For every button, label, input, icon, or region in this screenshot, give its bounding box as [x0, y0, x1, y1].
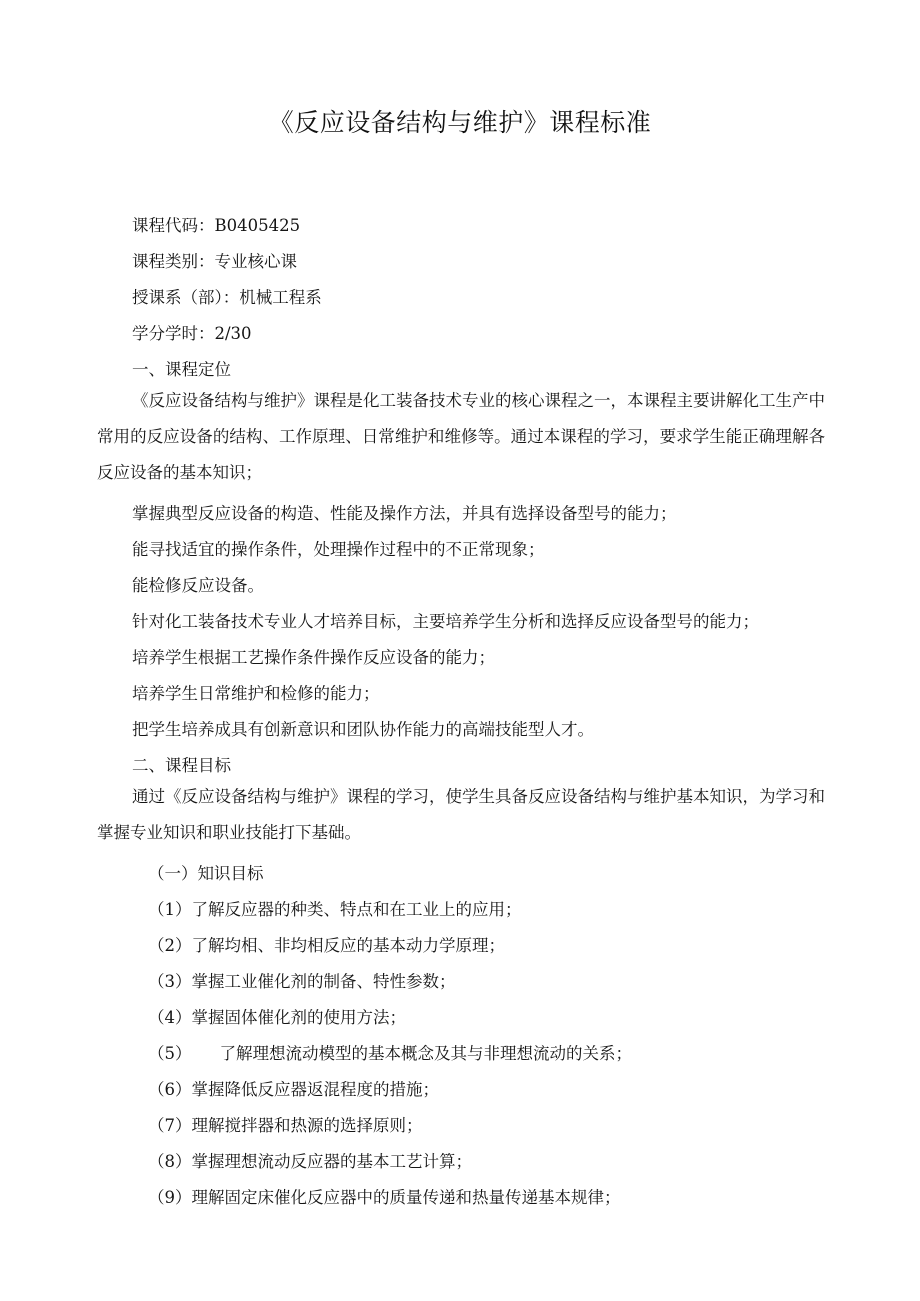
- item-text: 掌握固体催化剂的使用方法；: [191, 1008, 406, 1027]
- item-number: （4）: [148, 1008, 192, 1027]
- section-heading-positioning: 一、课程定位: [132, 360, 231, 379]
- positioning-line: 能检修反应设备。: [132, 576, 264, 595]
- item-number: （2）: [148, 936, 192, 955]
- item-text: 掌握理想流动反应器的基本工艺计算；: [191, 1152, 472, 1171]
- knowledge-item: [148, 1004, 406, 1028]
- item-text: 掌握降低反应器返混程度的措施；: [191, 1080, 439, 1099]
- item-number: （8）: [148, 1152, 192, 1171]
- objectives-paragraph: 通过《反应设备结构与维护》课程的学习，使学生具备反应设备结构与维护基本知识，为学习和掌握专业知识和职业技能打下基础。: [97, 787, 825, 842]
- knowledge-item: [148, 1076, 439, 1100]
- knowledge-item: [148, 968, 456, 992]
- item-text: 理解固定床催化反应器中的质量传递和热量传递基本规律；: [191, 1188, 621, 1207]
- item-text: 了解均相、非均相反应的基本动力学原理；: [191, 936, 505, 955]
- positioning-line: 培养学生根据工艺操作条件操作反应设备的能力；: [132, 648, 495, 667]
- item-number: （5）: [148, 1044, 192, 1063]
- positioning-line: 针对化工装备技术专业人才培养目标，主要培养学生分析和选择反应设备型号的能力；: [132, 612, 759, 631]
- course-credits: 学分学时：2/30: [132, 324, 252, 343]
- item-text: 了解理想流动模型的基本概念及其与非理想流动的关系；: [219, 1044, 632, 1063]
- knowledge-item: [148, 896, 522, 920]
- knowledge-item: [148, 1184, 621, 1208]
- item-text: 掌握工业催化剂的制备、特性参数；: [191, 972, 456, 991]
- positioning-paragraph: 《反应设备结构与维护》课程是化工装备技术专业的核心课程之一，本课程主要讲解化工生产中常用的反应设备的结构、工作原理、日常维护和维修等。通过本课程的学习，要求学生能正确理解各反应设备的基本知识；: [97, 391, 825, 482]
- section-heading-objectives: 二、课程目标: [132, 756, 231, 775]
- course-code: 课程代码：B0405425: [132, 216, 301, 235]
- knowledge-item: [148, 1040, 632, 1064]
- positioning-line: 把学生培养成具有创新意识和团队协作能力的高端技能型人才。: [132, 720, 594, 739]
- item-number: （7）: [148, 1116, 192, 1135]
- positioning-line: 掌握典型反应设备的构造、性能及操作方法，并具有选择设备型号的能力；: [132, 504, 677, 523]
- positioning-line: 培养学生日常维护和检修的能力；: [132, 684, 380, 703]
- course-department: 授课系（部）：机械工程系: [132, 288, 322, 307]
- item-number: （6）: [148, 1080, 192, 1099]
- document-title: 《反应设备结构与维护》课程标准: [268, 108, 652, 137]
- knowledge-item: [148, 932, 505, 956]
- item-number: （3）: [148, 972, 192, 991]
- positioning-line: 能寻找适宜的操作条件，处理操作过程中的不正常现象；: [132, 540, 545, 559]
- item-text: 了解反应器的种类、特点和在工业上的应用；: [191, 900, 522, 919]
- item-number: （1）: [148, 900, 192, 919]
- sub-heading-knowledge: （一）知识目标: [148, 864, 264, 883]
- course-category: 课程类别：专业核心课: [132, 252, 297, 271]
- knowledge-item: [148, 1112, 423, 1136]
- knowledge-item: [148, 1148, 472, 1172]
- item-number: （9）: [148, 1188, 192, 1207]
- item-text: 理解搅拌器和热源的选择原则；: [191, 1116, 423, 1135]
